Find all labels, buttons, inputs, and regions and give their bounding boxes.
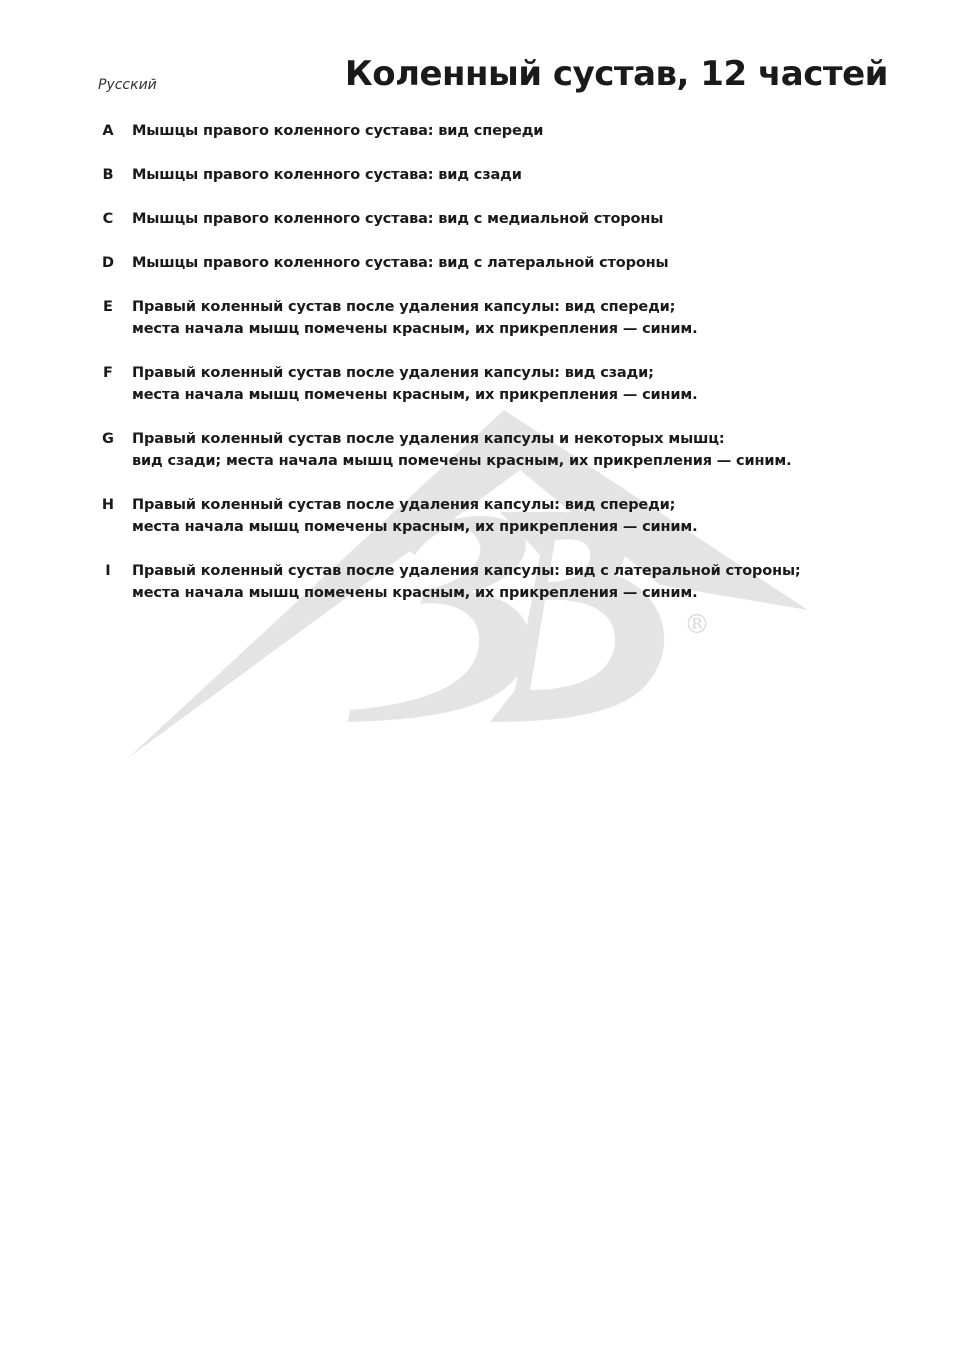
item-description-line: Правый коленный сустав после удаления капсулы: вид сзади;	[132, 365, 654, 381]
item-description	[132, 164, 872, 186]
list-item	[0, 428, 954, 472]
item-description-line: Мышцы правого коленного сустава: вид спереди	[132, 123, 544, 139]
item-description-line: места начала мышц помечены красным, их прикрепления — синим.	[132, 321, 698, 337]
list-item	[0, 164, 954, 186]
item-description	[132, 252, 872, 274]
item-description-line: Мышцы правого коленного сустава: вид с латеральной стороны	[132, 255, 669, 271]
item-letter: D	[101, 255, 115, 271]
item-description	[132, 208, 872, 230]
item-description	[132, 560, 872, 604]
item-letter: C	[102, 211, 114, 227]
item-letter: B	[102, 167, 114, 183]
list-item	[0, 560, 954, 604]
registered-mark-icon: ®	[684, 610, 710, 640]
item-description-line: Правый коленный сустав после удаления капсулы: вид спереди;	[132, 497, 676, 513]
item-letter: I	[105, 563, 111, 579]
item-letter: F	[103, 365, 113, 381]
item-description-line: вид сзади; места начала мышц помечены красным, их прикрепления — синим.	[132, 453, 792, 469]
item-letter: H	[101, 497, 115, 513]
item-description	[132, 120, 872, 142]
item-description-line: Мышцы правого коленного сустава: вид сзади	[132, 167, 522, 183]
language-label: Русский	[98, 77, 157, 93]
item-description-line: места начала мышц помечены красным, их прикрепления — синим.	[132, 519, 698, 535]
page-title: Коленный сустав, 12 частей	[344, 54, 888, 94]
item-letter: A	[102, 123, 114, 139]
list-item	[0, 208, 954, 230]
item-description-line: места начала мышц помечены красным, их прикрепления — синим.	[132, 585, 698, 601]
item-description-line: Мышцы правого коленного сустава: вид с медиальной стороны	[132, 211, 664, 227]
item-description-line: Правый коленный сустав после удаления капсулы: вид спереди;	[132, 299, 676, 315]
parts-list	[0, 120, 954, 626]
list-item	[0, 362, 954, 406]
item-description	[132, 428, 872, 472]
list-item	[0, 296, 954, 340]
item-description	[132, 494, 872, 538]
item-letter: E	[103, 299, 113, 315]
list-item	[0, 494, 954, 538]
item-description	[132, 296, 872, 340]
list-item	[0, 252, 954, 274]
list-item	[0, 120, 954, 142]
item-description-line: Правый коленный сустав после удаления капсулы: вид с латеральной стороны;	[132, 563, 801, 579]
item-description	[132, 362, 872, 406]
item-letter: G	[102, 431, 114, 447]
item-description-line: Правый коленный сустав после удаления капсулы и некоторых мышц:	[132, 431, 725, 447]
item-description-line: места начала мышц помечены красным, их прикрепления — синим.	[132, 387, 698, 403]
